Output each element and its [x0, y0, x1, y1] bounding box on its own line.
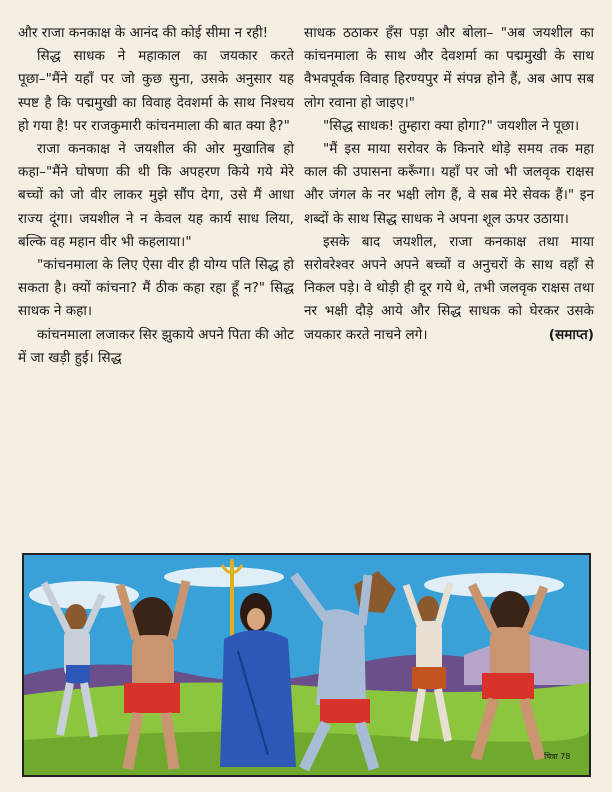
right-text-column [304, 22, 594, 347]
paragraph [304, 231, 594, 347]
paragraph: "मैं इस माया सरोवर के किनारे थोड़े समय तक महा काल की उपासना करूँगा। यहाँ पर जो भी जलवृक राक्षस और जंगल के नर भक्षी लोग हैं, वे सब मेरे सेवक हैं।" इन शब्दों के साथ सिद्ध साधक ने अपना शूल ऊपर उठाया। [304, 141, 594, 227]
paragraph: "सिद्ध साधक! तुम्हारा क्या होगा?" जयशील ने पूछा। [323, 117, 580, 134]
paragraph-text: इसके बाद जयशील, राजा कनकाक्ष तथा माया सरोवरेश्वर अपने अपने बच्चों व अनुचरों के साथ वहाँ से निकल पड़े। वे थोड़ी ही दूर गये थे, तभी जलवृक राक्षस तथा नर भक्षी दौड़े आये और सिद्ध साधक को घेरकर उसके जयकार करते नाचने लगे। [304, 233, 594, 343]
comic-illustration [22, 553, 591, 777]
artist-signature: चित्रा 78 [544, 752, 571, 761]
paragraph: और राजा कनकाक्ष के आनंद की कोई सीमा न रही! [18, 25, 269, 41]
paragraph: "कांचनमाला के लिए ऐसा वीर ही योग्य पति सिद्ध हो सकता है। क्यों कांचना? मैं ठीक कहा रहा हूँ न?" सिद्ध साधक ने कहा। [18, 257, 294, 320]
paragraph: साधक ठठाकर हँस पड़ा और बोला– "अब जयशील का कांचनमाला के साथ और देवशर्मा का पद्ममुखी के साथ वैभवपूर्वक विवाह हिरण्यपुर में संपन्न होने हैं, अब आप सब लोग रवाना हो जाइए।" [304, 25, 594, 111]
paragraph: सिद्ध साधक ने महाकाल का जयकार करते पूछा–"मैंने यहाँ पर जो कुछ सुना, उसके अनुसार यह स्पष्ट है कि पद्ममुखी का विवाह देवशर्मा के साथ निश्चय हो गया है! पर राजकुमारी कांचनमाला की बात क्या है?" [18, 48, 294, 134]
left-text-column [18, 22, 294, 370]
paragraph: राजा कनकाक्ष ने जयशील की ओर मुखातिब हो कहा–"मैंने घोषणा की थी कि अपहरण किये गये मेरे बच्चों को जो वीर लाकर मुझे सौंप देगा, उसे मैं आधा राज्य दूंगा। जयशील ने न केवल यह कार्य साध लिया, बल्कि वह महान वीर भी कहलाया।" [18, 141, 294, 250]
paragraph: कांचनमाला लजाकर सिर झुकाये अपने पिता की ओट में जा खड़ी हुई। सिद्ध [18, 326, 294, 366]
end-mark: (समाप्त) [548, 326, 594, 343]
dance-scene [24, 555, 589, 775]
